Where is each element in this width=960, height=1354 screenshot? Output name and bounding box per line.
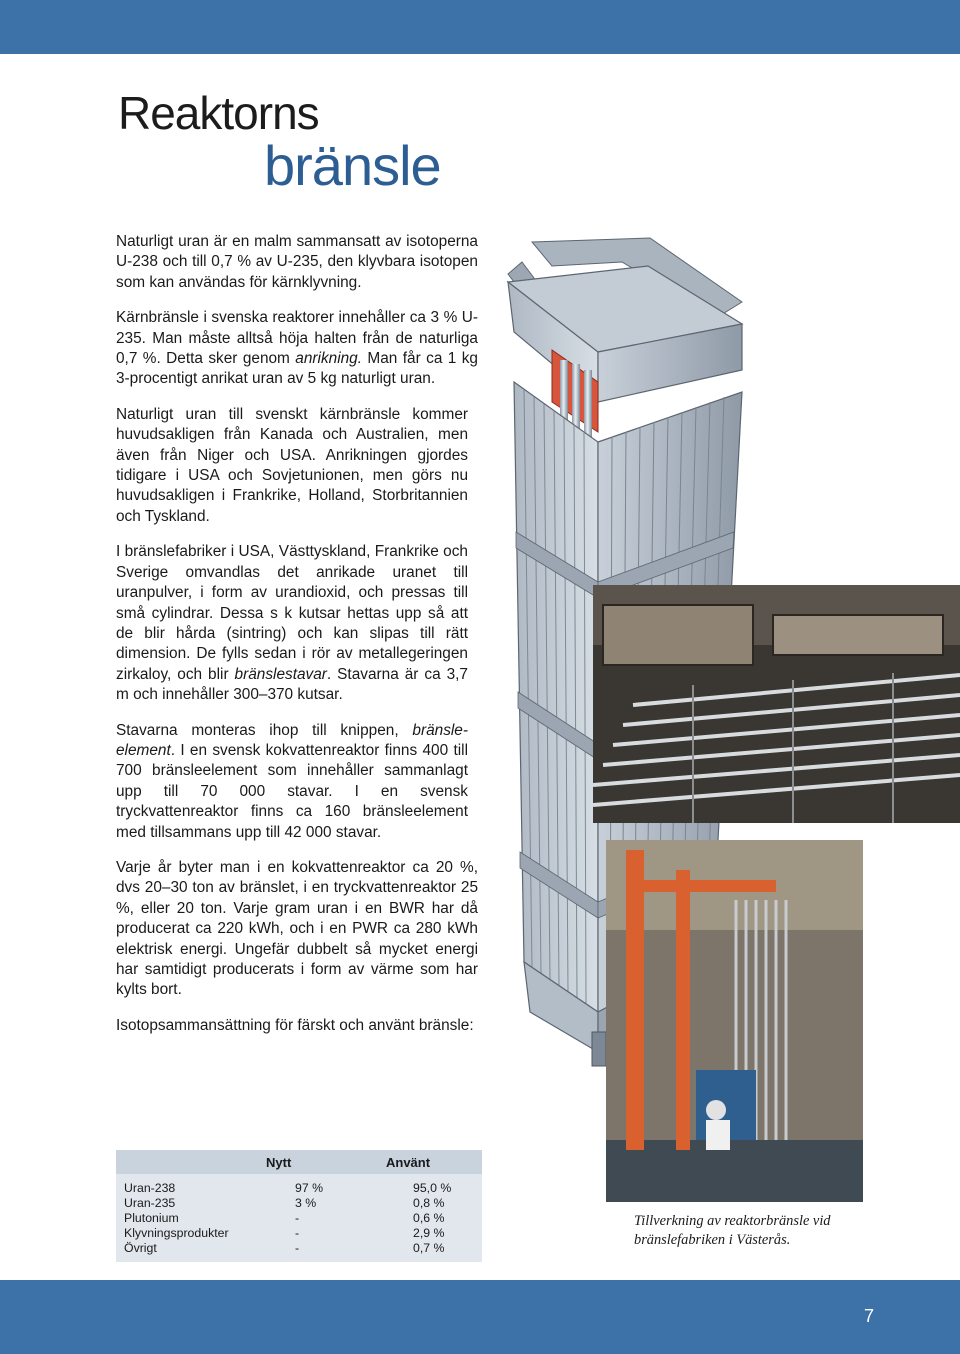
table-cell-new: -: [295, 1226, 300, 1240]
table-row: [116, 1241, 482, 1256]
paragraph-enrichment-text-2: Man får ca 1 kg 3-procentigt anrikat uran av 5 kg naturligt uran.: [116, 350, 478, 388]
table-header-used: Använt: [386, 1155, 431, 1170]
table-cell-name: Klyvningsprodukter: [124, 1226, 229, 1240]
table-cell-new: 97 %: [295, 1181, 324, 1195]
table-cell-new: 3 %: [295, 1196, 317, 1210]
photo-caption: Tillverkning av reaktorbränsle vid bränslefabriken i Västerås.: [634, 1213, 831, 1248]
bottom-color-band: [0, 1280, 960, 1354]
paragraph-fabrication-text-1: I bränslefabriker i USA, Västtyskland, Frankrike och Sverige omvandlas det anrikade uranet till uranpulver, i form av urandioxid, och pressas till små cylindrar. Dessa s k kutsar hettas upp så att de blir hårda (sintring) och kan slipas till rätt dimension. De fylls sedan i rör av metallegeringen zirkaloy, och blir: [116, 543, 468, 683]
table-cell-name: Uran-238: [124, 1181, 176, 1195]
paragraph-elements-emphasis: bränsle-element: [116, 721, 468, 759]
table-cell-name: Plutonium: [124, 1211, 179, 1225]
paragraph-natural-uranium: Naturligt uran är en malm sammansatt av isotoperna U-238 och till 0,7 % av U-235, den klyvbara isotopen som kan användas för kärnklyvning.: [116, 233, 478, 291]
photo-fuel-rod-rack: [593, 585, 960, 823]
paragraph-fabrication-text-2: . Stavarna är ca 3,7 m och innehåller 300–370 kutsar.: [116, 665, 468, 704]
table-cell-used: 95,0 %: [413, 1181, 452, 1195]
page-title-line-1: Reaktorns: [118, 87, 319, 139]
table-row: [116, 1181, 482, 1196]
paragraph-enrichment-text-1: Kärnbränsle i svenska reaktorer innehåller ca 3 % U-235. Man måste alltså höja halten från de naturliga 0,7 %. Detta sker genom: [116, 309, 478, 368]
table-cell-used: 0,8 %: [413, 1196, 445, 1210]
paragraph-isotope-heading: Isotopsammansättning för färskt och använt bränsle:: [116, 1016, 474, 1034]
table-cell-used: 0,7 %: [413, 1241, 445, 1255]
paragraph-uranium-origin: Naturligt uran till svenskt kärnbränsle kommer huvudsakligen från Kanada och Australien, men även från Niger och USA. Anrikningen gjordes tidigare i USA och Sovjetunionen, men görs nu huvudsakligen i Frankrike, Holland, Storbritannien och Tyskland.: [116, 405, 468, 525]
paragraph-enrichment-emphasis: anrikning.: [295, 350, 363, 368]
table-row: [116, 1211, 482, 1226]
paragraph-elements-text-1: Stavarna monteras ihop till knippen,: [116, 721, 413, 739]
page-number: 7: [863, 1306, 874, 1326]
page-title-line-2: bränsle: [264, 134, 441, 197]
paragraph-elements-text-2: . I en svensk kokvattenreaktor finns 400 till 700 bränsleelement som innehåller sammanlagt upp till 70 000 stavar. I en svensk tryckvattenreaktor finns ca 160 bränsleelement med tillsammans upp till 42 000 stavar.: [116, 741, 468, 841]
paragraph-fuel-replacement: Varje år byter man i en kokvattenreaktor ca 20 %, dvs 20–30 ton av bränslet, i en tryckvattenreaktor 25 %, eller 20 ton. Varje gram uran i en BWR har då producerat ca 220 kWh, och i en PWR ca 280 kWh elektrisk energi. Ungefär dubbelt så mycket energi har samtidigt producerats i form av värme som har kylts bort.: [116, 858, 478, 999]
table-header-new: Nytt: [266, 1155, 292, 1170]
paragraph-fabrication-emphasis: bränslestavar: [234, 665, 327, 683]
table-cell-name: Uran-235: [124, 1196, 176, 1210]
table-cell-new: -: [295, 1241, 300, 1255]
table-cell-used: 0,6 %: [413, 1211, 445, 1225]
photo-fuel-factory: [606, 840, 863, 1202]
table-cell-name: Övrigt: [124, 1241, 157, 1255]
table-cell-new: -: [295, 1211, 300, 1225]
top-color-band: [0, 0, 960, 54]
table-cell-used: 2,9 %: [413, 1226, 445, 1240]
table-row: [116, 1196, 482, 1211]
table-header-row: [116, 1150, 482, 1174]
table-row: [116, 1226, 482, 1241]
isotope-composition-table: [116, 1150, 482, 1262]
